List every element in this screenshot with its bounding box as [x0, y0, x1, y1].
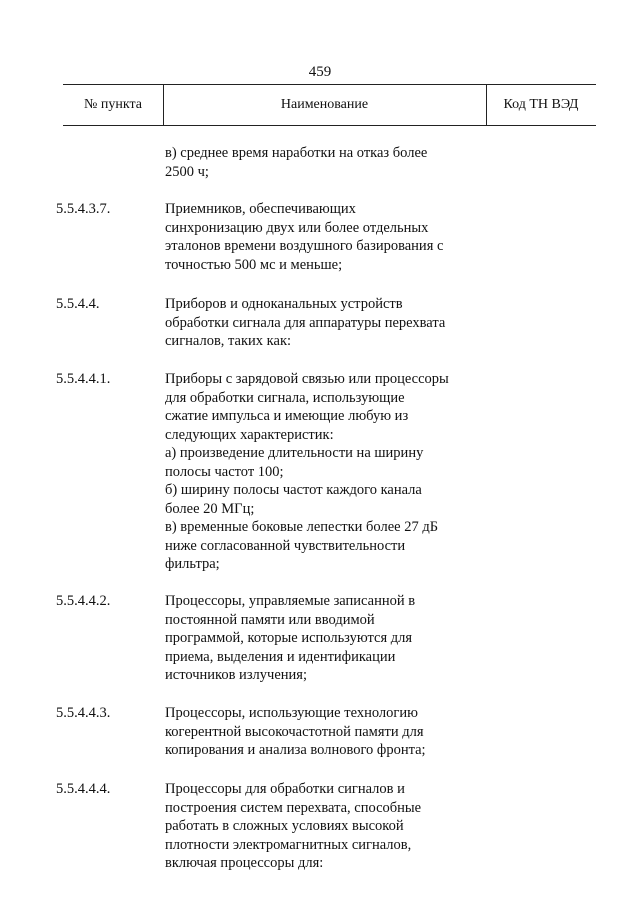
description-line: синхронизацию двух или более отдельных: [165, 219, 429, 236]
item-number: 5.5.4.4.4.: [56, 781, 111, 797]
item-number: 5.5.4.3.7.: [56, 201, 111, 217]
item-description: [165, 780, 485, 873]
description-line: для обработки сигнала, использующие: [165, 389, 405, 406]
description-line: Процессоры, управляемые записанной в: [165, 593, 416, 609]
description-line: сигналов, таких как:: [165, 333, 292, 349]
description-line: Приборов и одноканальных устройств: [165, 296, 403, 312]
description-line: включая процессоры для:: [165, 855, 324, 871]
description-line: ниже согласованной чувствительности: [165, 537, 406, 554]
item-number: 5.5.4.4.: [56, 296, 100, 312]
description-line: Процессоры, использующие технологию: [165, 705, 418, 721]
description-line: источников излучения;: [165, 667, 307, 683]
item-description: [165, 370, 485, 574]
page-number: 459: [308, 64, 332, 80]
description-line: Приемников, обеспечивающих: [165, 201, 356, 217]
description-line: эталонов времени воздушного базирования с: [165, 238, 444, 254]
item-number: 5.5.4.4.3.: [56, 705, 111, 721]
header-number-column: № пункта: [84, 97, 142, 112]
description-line: работать в сложных условиях высокой: [165, 818, 404, 834]
item-description: [165, 704, 485, 760]
description-line: 2500 ч;: [165, 163, 209, 180]
description-line: программой, которые используются для: [165, 630, 413, 646]
description-line: в) среднее время наработки на отказ более: [165, 145, 428, 161]
description-line: Приборы с зарядовой связью или процессоры: [165, 371, 449, 387]
item-description: [165, 200, 485, 274]
description-line: точностью 500 мс и меньше;: [165, 256, 343, 273]
description-line: построения систем перехвата, способные: [165, 799, 422, 816]
description-line: сжатие импульса и имеющие любую из: [165, 408, 409, 424]
item-description: [165, 144, 485, 181]
item-number: 5.5.4.4.1.: [56, 371, 111, 387]
header-name-column: Наименование: [280, 97, 369, 112]
description-line: копирования и анализа волнового фронта;: [165, 742, 426, 758]
description-line: следующих характеристик:: [165, 426, 334, 443]
header-code-column: Код ТН ВЭД: [503, 97, 579, 112]
description-line: плотности электромагнитных сигналов,: [165, 836, 412, 853]
description-line: постоянной памяти или вводимой: [165, 611, 375, 628]
description-line: более 20 МГц;: [165, 500, 255, 517]
description-line: Процессоры для обработки сигналов и: [165, 781, 405, 797]
description-line: фильтра;: [165, 556, 220, 572]
description-line: полосы частот 100;: [165, 463, 284, 480]
item-description: [165, 295, 485, 351]
description-line: в) временные боковые лепестки более 27 дБ: [165, 519, 439, 535]
description-line: а) произведение длительности на ширину: [165, 445, 424, 461]
description-line: когерентной высокочастотной памяти для: [165, 723, 424, 740]
item-description: [165, 592, 485, 685]
description-line: обработки сигнала для аппаратуры перехвата: [165, 314, 446, 331]
description-line: приема, выделения и идентификации: [165, 648, 396, 665]
description-line: б) ширину полосы частот каждого канала: [165, 482, 422, 498]
table-header: [63, 84, 596, 126]
item-number: 5.5.4.4.2.: [56, 593, 111, 609]
